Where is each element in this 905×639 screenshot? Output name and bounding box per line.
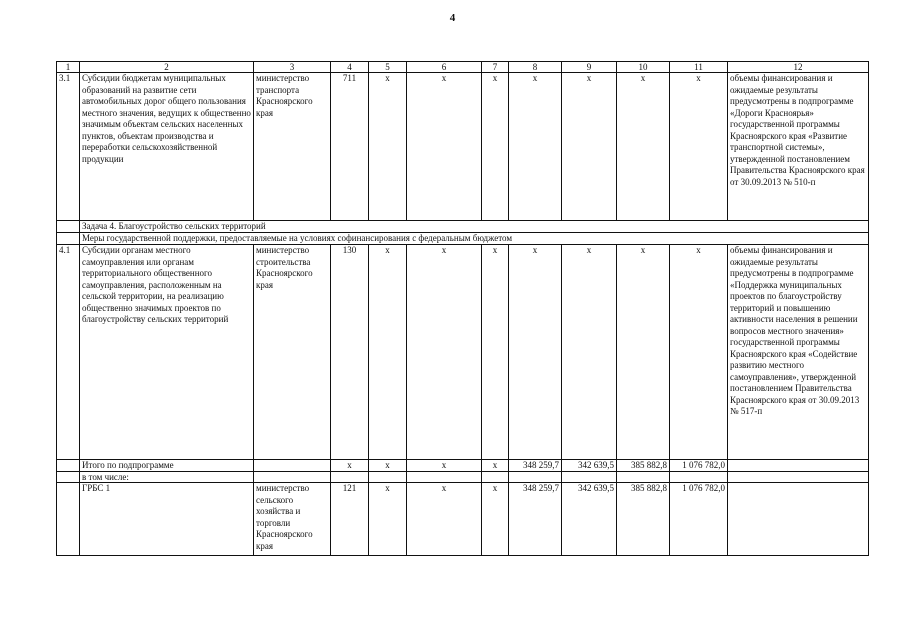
header-cell: 9: [562, 62, 617, 73]
support-measures-heading: Меры государственной поддержки, предоставляемые на условиях софинансирования с федеральным бюджетом: [80, 233, 869, 245]
cell-x: x: [482, 483, 509, 556]
grbs-code: 711: [331, 73, 369, 221]
table-row: [57, 483, 869, 556]
header-cell: 10: [617, 62, 670, 73]
cell-x: x: [670, 245, 728, 460]
grbs-code: 130: [331, 245, 369, 460]
header-cell: 4: [331, 62, 369, 73]
header-cell: 7: [482, 62, 509, 73]
cell-x: x: [331, 460, 369, 472]
empty-cell: [57, 483, 80, 556]
empty-cell: [57, 460, 80, 472]
amount-2024: 342 639,5: [562, 483, 617, 556]
cell-x: x: [407, 73, 482, 221]
row-number: 4.1: [57, 245, 80, 460]
including-label: в том числе:: [80, 472, 254, 483]
empty-cell: [728, 483, 869, 556]
empty-cell: [369, 472, 407, 483]
cell-x: x: [670, 73, 728, 221]
cell-x: x: [482, 245, 509, 460]
cell-x: x: [369, 460, 407, 472]
empty-cell: [407, 472, 482, 483]
amount-2024: 342 639,5: [562, 460, 617, 472]
cell-x: x: [369, 245, 407, 460]
empty-cell: [57, 221, 80, 233]
measure-name: Субсидии органам местного самоуправления или органам территориального общественного самоуправления, расположенным на сельской территории, на реализацию общественно значимых проектов по благоустройству сельских территорий: [80, 245, 254, 460]
table-row: [57, 245, 869, 460]
total-label: Итого по подпрограмме: [80, 460, 254, 472]
cell-x: x: [617, 73, 670, 221]
subprogram-table: [56, 61, 869, 556]
header-row: [57, 62, 869, 73]
header-cell: 3: [254, 62, 331, 73]
header-cell: 8: [509, 62, 562, 73]
grbs-name: министерство сельского хозяйства и торговли Красноярского края: [254, 483, 331, 556]
cell-x: x: [482, 73, 509, 221]
cell-x: x: [407, 460, 482, 472]
empty-cell: [254, 460, 331, 472]
amount-2025: 385 882,8: [617, 483, 670, 556]
cell-x: x: [509, 73, 562, 221]
header-cell: 12: [728, 62, 869, 73]
header-cell: 5: [369, 62, 407, 73]
page-number: 4: [449, 12, 456, 24]
amount-total: 1 076 782,0: [670, 483, 728, 556]
empty-cell: [509, 472, 562, 483]
empty-cell: [57, 472, 80, 483]
cell-x: x: [369, 483, 407, 556]
empty-cell: [57, 233, 80, 245]
empty-cell: [331, 472, 369, 483]
task-heading: Задача 4. Благоустройство сельских территорий: [80, 221, 869, 233]
cell-x: x: [509, 245, 562, 460]
empty-cell: [562, 472, 617, 483]
measure-name: Субсидии бюджетам муниципальных образований на развитие сети автомобильных дорог общего пользования местного значения, ведущих к общественно значимым объектам сельских населенных пунктов, объектам производства и переработки сельскохозяйственной продукции: [80, 73, 254, 221]
header-cell: 2: [80, 62, 254, 73]
amount-2023: 348 259,7: [509, 460, 562, 472]
expected-result: объемы финансирования и ожидаемые результаты предусмотрены в подпрограмме «Дороги Красноярья» государственной программы Красноярского края «Развитие транспортной системы», утвержденной постановлением Правительства Красноярского края от 30.09.2013 № 510-п: [728, 73, 869, 221]
grbs-name: министерство транспорта Красноярского края: [254, 73, 331, 221]
cell-x: x: [407, 245, 482, 460]
empty-cell: [728, 472, 869, 483]
row-number: 3.1: [57, 73, 80, 221]
table-row: [57, 472, 869, 483]
cell-x: x: [482, 460, 509, 472]
grbs-code: 121: [331, 483, 369, 556]
header-cell: 6: [407, 62, 482, 73]
empty-cell: [617, 472, 670, 483]
amount-total: 1 076 782,0: [670, 460, 728, 472]
cell-x: x: [369, 73, 407, 221]
empty-cell: [254, 472, 331, 483]
table-row: [57, 233, 869, 245]
amount-2025: 385 882,8: [617, 460, 670, 472]
cell-x: x: [617, 245, 670, 460]
table-row: [57, 73, 869, 221]
amount-2023: 348 259,7: [509, 483, 562, 556]
table-row: [57, 460, 869, 472]
header-cell: 11: [670, 62, 728, 73]
empty-cell: [670, 472, 728, 483]
grbs-label: ГРБС 1: [80, 483, 254, 556]
cell-x: x: [562, 245, 617, 460]
table-row: [57, 221, 869, 233]
cell-x: x: [407, 483, 482, 556]
cell-x: x: [562, 73, 617, 221]
empty-cell: [482, 472, 509, 483]
header-cell: 1: [57, 62, 80, 73]
grbs-name: министерство строительства Красноярского края: [254, 245, 331, 460]
expected-result: объемы финансирования и ожидаемые результаты предусмотрены в подпрограмме «Поддержка муниципальных проектов по благоустройству территорий и повышению активности населения в решении вопросов местного значения» государственной программы Красноярского края «Содействие развитию местного самоуправления», утвержденной постановлением Правительства Красноярского края от 30.09.2013 № 517-п: [728, 245, 869, 460]
empty-cell: [728, 460, 869, 472]
